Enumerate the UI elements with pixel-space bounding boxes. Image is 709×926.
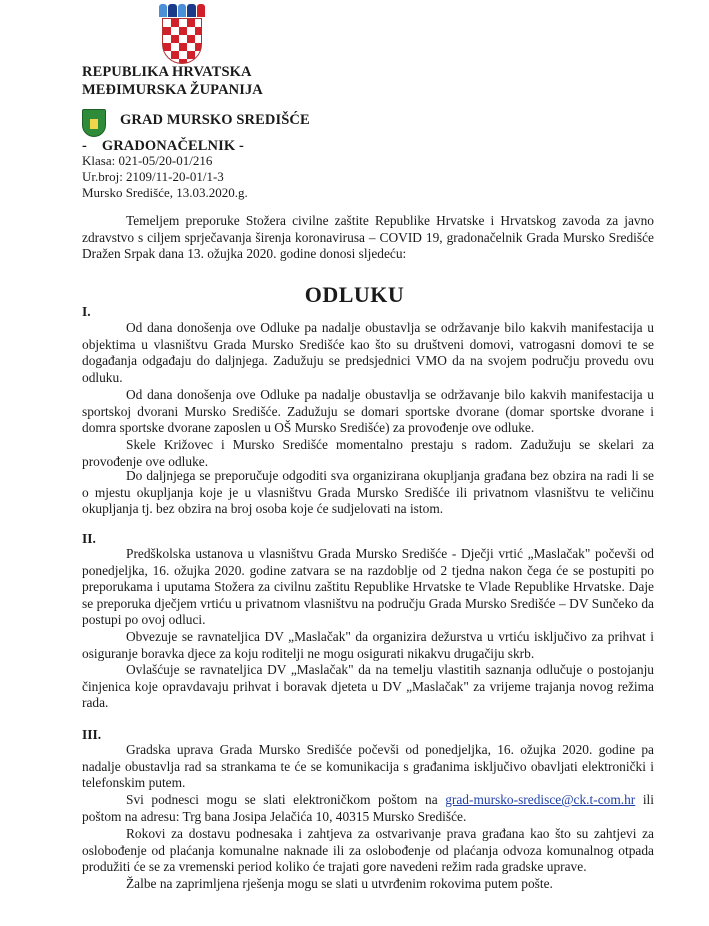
document-title: ODLUKU bbox=[304, 282, 405, 307]
section-2-label: II. bbox=[82, 531, 96, 546]
tower-icon bbox=[90, 119, 98, 129]
registry-number: Ur.broj: 2109/11-20-01/1-3 bbox=[82, 169, 224, 184]
email-link[interactable]: grad-mursko-sredisce@ck.t-com.hr bbox=[445, 792, 636, 807]
section-1-paragraph-3: Skele Križovec i Mursko Središće momentalno prestaju s radom. Zadužuju se skelari za provođenje ove odluke. bbox=[82, 437, 654, 469]
section-1-label: I. bbox=[82, 304, 91, 319]
section-1-paragraph-1: Od dana donošenja ove Odluke pa nadalje obustavlja se održavanje bilo kakvih manifestacija u objektima u vlasništvu Grada Mursko Središće kao što su društveni domovi, vatrogasni domovi te se događanja odgađaju do daljnjega. Zadužuju se predsjednici VMO da na svojem području provedu ovu odluku. bbox=[82, 320, 654, 385]
county-heading: MEĐIMURSKA ŽUPANIJA bbox=[82, 82, 263, 98]
republic-heading: REPUBLIKA HRVATSKA bbox=[82, 64, 252, 80]
section-1-paragraph-2: Od dana donošenja ove Odluke pa nadalje obustavlja se održavanje bilo kakvih manifestacija u sportskoj dvorani Mursko Središće. Zadužuju se domari sportske dvorane (domar sportske dvorane i domra sportske dvorane zaposlen u OŠ Mursko Središće) za provođenje ove odluke. bbox=[82, 387, 654, 436]
section-2-paragraph-2: Obvezuje se ravnateljica DV „Maslačak" da organizira dežurstva u vrtiću isključivo za prihvat i osiguranje boravka djece za koju roditelji ne mogu osigurati nikakvu drugačiju skrb. bbox=[82, 629, 654, 661]
mursko-sredisce-coat-of-arms-icon bbox=[82, 109, 106, 137]
class-number: Klasa: 021-05/20-01/216 bbox=[82, 153, 213, 168]
checkered-shield-icon bbox=[162, 18, 202, 64]
town-heading: GRAD MURSKO SREDIŠĆE bbox=[120, 112, 310, 128]
crown-icon bbox=[158, 4, 206, 17]
section-1-paragraph-4: Do daljnjega se preporučuje odgoditi sva organizirana okupljanja građana bez obzira na radi li se o mjestu okupljanja koje je u vlasništvu Grada Mursko Središće ili privatnom vlasništvu te veličinu okupljanja tj. bez obzira na broj osoba koje će sudjelovati na istom. bbox=[82, 468, 654, 517]
section-3-paragraph-2 bbox=[82, 792, 654, 825]
office-heading: - GRADONAČELNIK - bbox=[82, 138, 244, 154]
section-3-label: III. bbox=[82, 727, 102, 742]
section-3-paragraph-4: Žalbe na zaprimljena rješenja mogu se slati u utvrđenim rokovima putem pošte. bbox=[126, 876, 553, 891]
place-date: Mursko Središće, 13.03.2020.g. bbox=[82, 185, 248, 200]
section-2-paragraph-1: Predškolska ustanova u vlasništvu Grada Mursko Središće - Dječji vrtić „Maslačak" počevši od ponedjeljka, 16. ožujka 2020. godine zatvara se na razdoblje od 2 tjedna nakon čega će se postupiti po preporukama i uputama Stožera za civilnu zaštitu Republike Hrvatske te Vlade Republike Hrvatske. Daje se preporuka dječjem vrtiću u privatnom vlasništvu na području Grada Mursko Središće – DV Sunčeko da postupi po ovoj odluci. bbox=[82, 546, 654, 628]
email-intro-text: Svi podnesci mogu se slati elektroničkom poštom na bbox=[126, 792, 446, 807]
section-2-paragraph-3: Ovlašćuje se ravnateljica DV „Maslačak" da na temelju vlastitih saznanja odlučuje o postojanju činjenica koje opravdavaju prihvat i boravak djeteta u DV „Maslačak" za vrijeme trajanja novog režima rada. bbox=[82, 662, 654, 711]
section-3-paragraph-3: Rokovi za dostavu podnesaka i zahtjeva za ostvarivanje prava građana kao što su zahtjevi za oslobođenje od plaćanja komunalne naknade ili za oslobođenje od plaćanja odvoza komunalnog otpada produžiti će se za vremenski period koliko će trajati gore navedeni režim rada gradske uprave. bbox=[82, 826, 654, 875]
croatia-coat-of-arms-icon bbox=[158, 4, 206, 64]
section-3-paragraph-1: Gradska uprava Grada Mursko Središće počevši od ponedjeljka, 16. ožujka 2020. godine pa nadalje obustavlja rad sa strankama te će se komunikacija s građanima isključivo obavljati elektronički i telefonskim putem. bbox=[82, 742, 654, 791]
postal-address-text: ili poštom na adresu: Trg bana Josipa Jelačića 10, 40315 Mursko Središće. bbox=[82, 792, 654, 824]
intro-paragraph: Temeljem preporuke Stožera civilne zaštite Republike Hrvatske i Hrvatskog zavoda za javno zdravstvo s ciljem sprječavanja širenja koronavirusa – COVID 19, gradonačelnik Grada Mursko Središće Dražen Srpak dana 13. ožujka 2020. godine donosi sljedeću: bbox=[82, 213, 654, 262]
